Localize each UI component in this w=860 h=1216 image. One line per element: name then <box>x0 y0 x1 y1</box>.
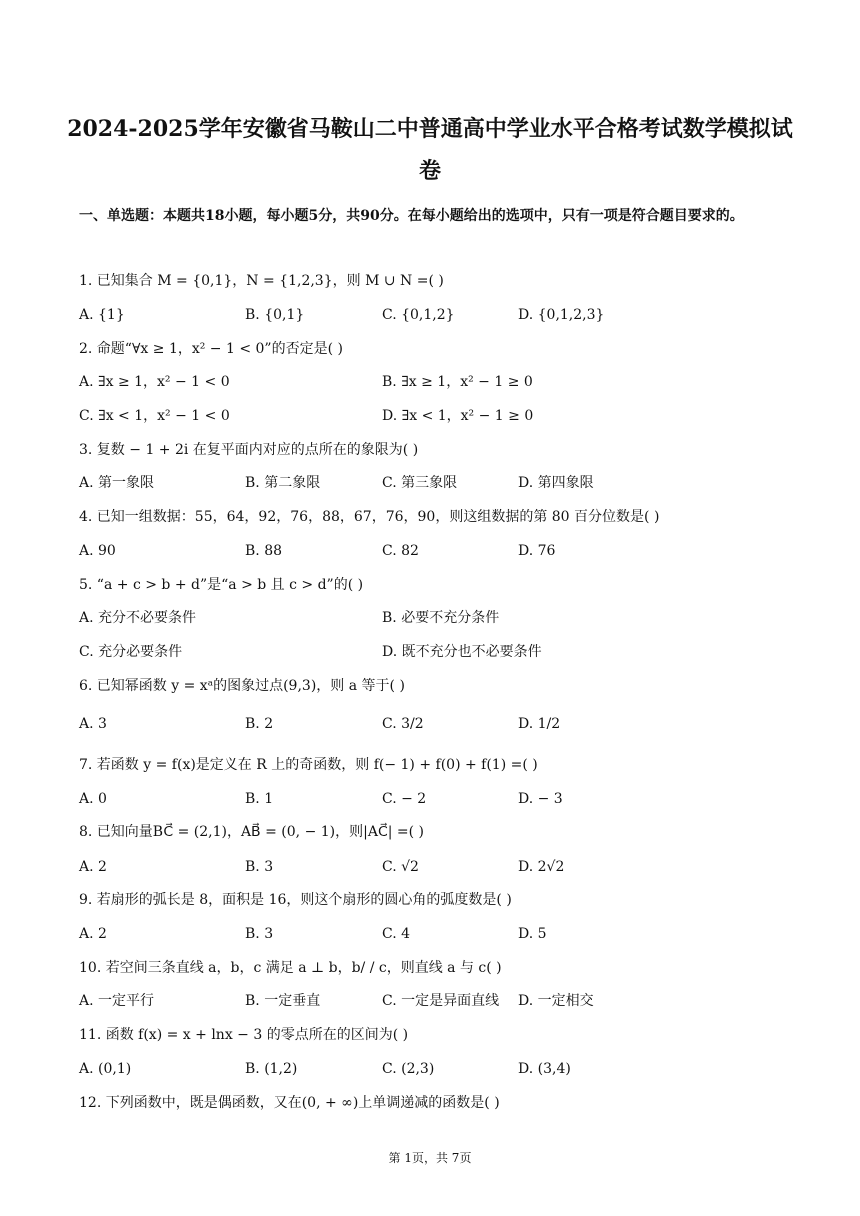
option-4a: A. 90 <box>79 543 116 559</box>
option-11b: B. (1,2) <box>245 1061 298 1077</box>
question-7: 7. 若函数 y = f(x)是定义在 R 上的奇函数，则 f(− 1) + f(0) + f(1) =( ) <box>79 757 538 773</box>
question-11: 11. 函数 f(x) = x + lnx − 3 的零点所在的区间为( ) <box>79 1027 409 1043</box>
option-1b: B. {0,1} <box>245 307 305 323</box>
option-10d: D. 一定相交 <box>518 993 594 1009</box>
option-9a: A. 2 <box>79 926 107 942</box>
question-12: 12. 下列函数中，既是偶函数，又在(0, + ∞)上单调递减的函数是( ) <box>79 1095 500 1111</box>
option-1c: C. {0,1,2} <box>382 307 455 323</box>
option-10a: A. 一定平行 <box>79 993 155 1009</box>
question-9: 9. 若扇形的弧长是 8，面积是 16，则这个扇形的圆心角的弧度数是( ) <box>79 892 512 908</box>
option-11c: C. (2,3) <box>382 1061 435 1077</box>
option-10c: C. 一定是异面直线 <box>382 993 500 1009</box>
option-2c: C. ∃x < 1，x² − 1 < 0 <box>79 408 230 424</box>
option-7d: D. − 3 <box>518 791 563 807</box>
option-5d: D. 既不充分也不必要条件 <box>382 644 542 660</box>
option-4d: D. 76 <box>518 543 556 559</box>
option-11a: A. (0,1) <box>79 1061 132 1077</box>
document-title: 2024-2025学年安徽省马鞍山二中普通高中学业水平合格考试数学模拟试卷 <box>67 116 793 184</box>
question-5: 5. “a + c > b + d”是“a > b 且 c > d”的( ) <box>79 577 364 593</box>
option-6a: A. 3 <box>79 716 107 732</box>
option-6b: B. 2 <box>245 716 274 732</box>
option-2d: D. ∃x < 1，x² − 1 ≥ 0 <box>382 408 534 424</box>
option-8a: A. 2 <box>79 859 107 875</box>
option-1a: A. {1} <box>79 307 125 323</box>
option-6c: C. 3/2 <box>382 716 424 732</box>
option-7c: C. − 2 <box>382 791 427 807</box>
option-8b: B. 3 <box>245 859 274 875</box>
option-9b: B. 3 <box>245 926 274 942</box>
option-3d: D. 第四象限 <box>518 475 594 491</box>
question-4: 4. 已知一组数据：55，64，92，76，88，67，76，90，则这组数据的第 80 百分位数是( ) <box>79 509 660 525</box>
option-3a: A. 第一象限 <box>79 475 155 491</box>
option-11d: D. (3,4) <box>518 1061 571 1077</box>
question-1: 1. 已知集合 M = {0,1}，N = {1,2,3}，则 M ∪ N =( ) <box>79 273 444 289</box>
question-2: 2. 命题“∀x ≥ 1，x² − 1 < 0”的否定是( ) <box>79 341 343 357</box>
option-5c: C. 充分必要条件 <box>79 644 183 660</box>
option-8d: D. 2√2 <box>518 859 565 875</box>
option-3b: B. 第二象限 <box>245 475 321 491</box>
option-1d: D. {0,1,2,3} <box>518 307 605 323</box>
question-10: 10. 若空间三条直线 a，b，c 满足 a ⊥ b，b/ / c，则直线 a 与 c( ) <box>79 960 502 976</box>
option-8c: C. √2 <box>382 859 419 875</box>
question-6: 6. 已知幂函数 y = xᵃ的图象过点(9,3)，则 a 等于( ) <box>79 678 405 694</box>
option-7b: B. 1 <box>245 791 274 807</box>
option-4b: B. 88 <box>245 543 283 559</box>
option-10b: B. 一定垂直 <box>245 993 321 1009</box>
option-2b: B. ∃x ≥ 1，x² − 1 ≥ 0 <box>382 374 533 390</box>
option-6d: D. 1/2 <box>518 716 561 732</box>
option-7a: A. 0 <box>79 791 107 807</box>
question-8: 8. 已知向量BC⃗ = (2,1)，AB⃗ = (0, − 1)，则|AC⃗| =( ) <box>79 824 424 840</box>
option-5a: A. 充分不必要条件 <box>79 610 197 626</box>
question-3: 3. 复数 − 1 + 2i 在复平面内对应的点所在的象限为( ) <box>79 442 419 458</box>
option-5b: B. 必要不充分条件 <box>382 610 500 626</box>
section-heading: 一、单选题：本题共18小题，每小题5分，共90分。在每小题给出的选项中，只有一项是符合题目要求的。 <box>79 208 744 224</box>
option-2a: A. ∃x ≥ 1，x² − 1 < 0 <box>79 374 230 390</box>
option-9c: C. 4 <box>382 926 411 942</box>
option-9d: D. 5 <box>518 926 547 942</box>
page-footer: 第 1页，共 7页 <box>388 1151 472 1165</box>
option-3c: C. 第三象限 <box>382 475 458 491</box>
option-4c: C. 82 <box>382 543 419 559</box>
